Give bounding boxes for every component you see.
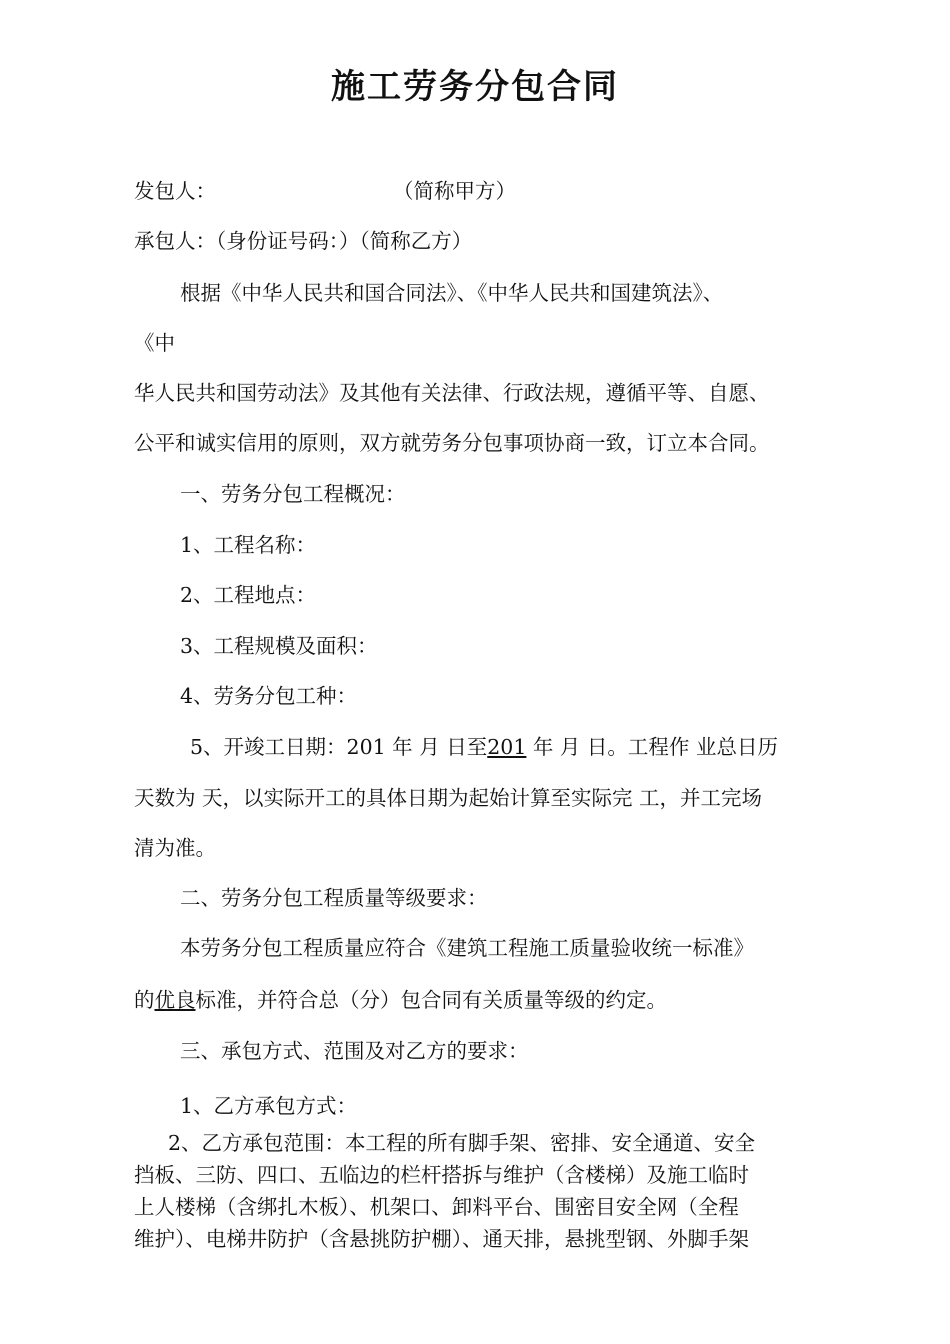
- section3-item-scope-line-1: 2、乙方承包范围：本工程的所有脚手架、密排、安全通道、安全: [168, 1131, 756, 1155]
- section1-item-project-scale: 3、工程规模及面积：: [180, 634, 378, 658]
- section1-item-dates-line-3: 清为准。: [134, 836, 216, 860]
- section3-item-scope-line-4: 维护）、电梯井防护（含悬挑防护棚）、通天排，悬挑型钢、外脚手架: [134, 1227, 749, 1251]
- issuer-label: 发包人：: [134, 179, 216, 203]
- section1-item-project-name: 1、工程名称：: [180, 533, 317, 557]
- section1-item-project-location: 2、工程地点：: [180, 583, 317, 607]
- section1-item-dates-line-1: [190, 732, 778, 762]
- section3-heading: 三、承包方式、范围及对乙方的要求：: [180, 1039, 529, 1063]
- section1-item-labor-type: 4、劳务分包工种：: [180, 684, 358, 708]
- dates-text-end: 年 月 日。工程作 业总日历: [526, 735, 778, 759]
- section2-line-1: 本劳务分包工程质量应符合《建筑工程施工质量验收统一标准》: [180, 936, 754, 960]
- intro-line-2: 《中: [134, 331, 175, 355]
- document-title: 施工劳务分包合同: [331, 67, 619, 107]
- quality-grade: 优良: [154, 988, 196, 1012]
- section3-item-scope-line-3: 上人楼梯（含绑扎木板）、机架口、卸料平台、围密目安全网（全程: [134, 1195, 739, 1219]
- section2-line-2: [134, 985, 667, 1015]
- issuer-line: [134, 176, 516, 206]
- intro-line-1: 根据《中华人民共和国合同法》、《中华人民共和国建筑法》、: [180, 281, 724, 305]
- contractor-line: 承包人：（身份证号码：）（简称乙方）: [134, 229, 473, 253]
- section1-heading: 一、劳务分包工程概况：: [180, 482, 406, 506]
- intro-line-4: 公平和诚实信用的原则，双方就劳务分包事项协商一致，订立本合同。: [134, 431, 770, 455]
- dates-text-start: 5、开竣工日期：201 年 月 日至: [190, 735, 488, 759]
- issuer-abbreviation: （简称甲方）: [393, 179, 516, 203]
- section3-item-scope-line-2: 挡板、三防、四口、五临边的栏杆搭拆与维护（含楼梯）及施工临时: [134, 1163, 749, 1187]
- dates-end-year: 201: [487, 735, 527, 759]
- section2-text-pre: 的: [134, 988, 155, 1012]
- section2-heading: 二、劳务分包工程质量等级要求：: [180, 886, 488, 910]
- intro-line-3: 华人民共和国劳动法》及其他有关法律、行政法规，遵循平等、自愿、: [134, 381, 770, 405]
- section3-item-contract-method: 1、乙方承包方式：: [180, 1094, 358, 1118]
- section1-item-dates-line-2: 天数为 天，以实际开工的具体日期为起始计算至实际完 工，并工完场: [134, 786, 763, 810]
- section2-text-post: 标准，并符合总（分）包合同有关质量等级的约定。: [195, 988, 667, 1012]
